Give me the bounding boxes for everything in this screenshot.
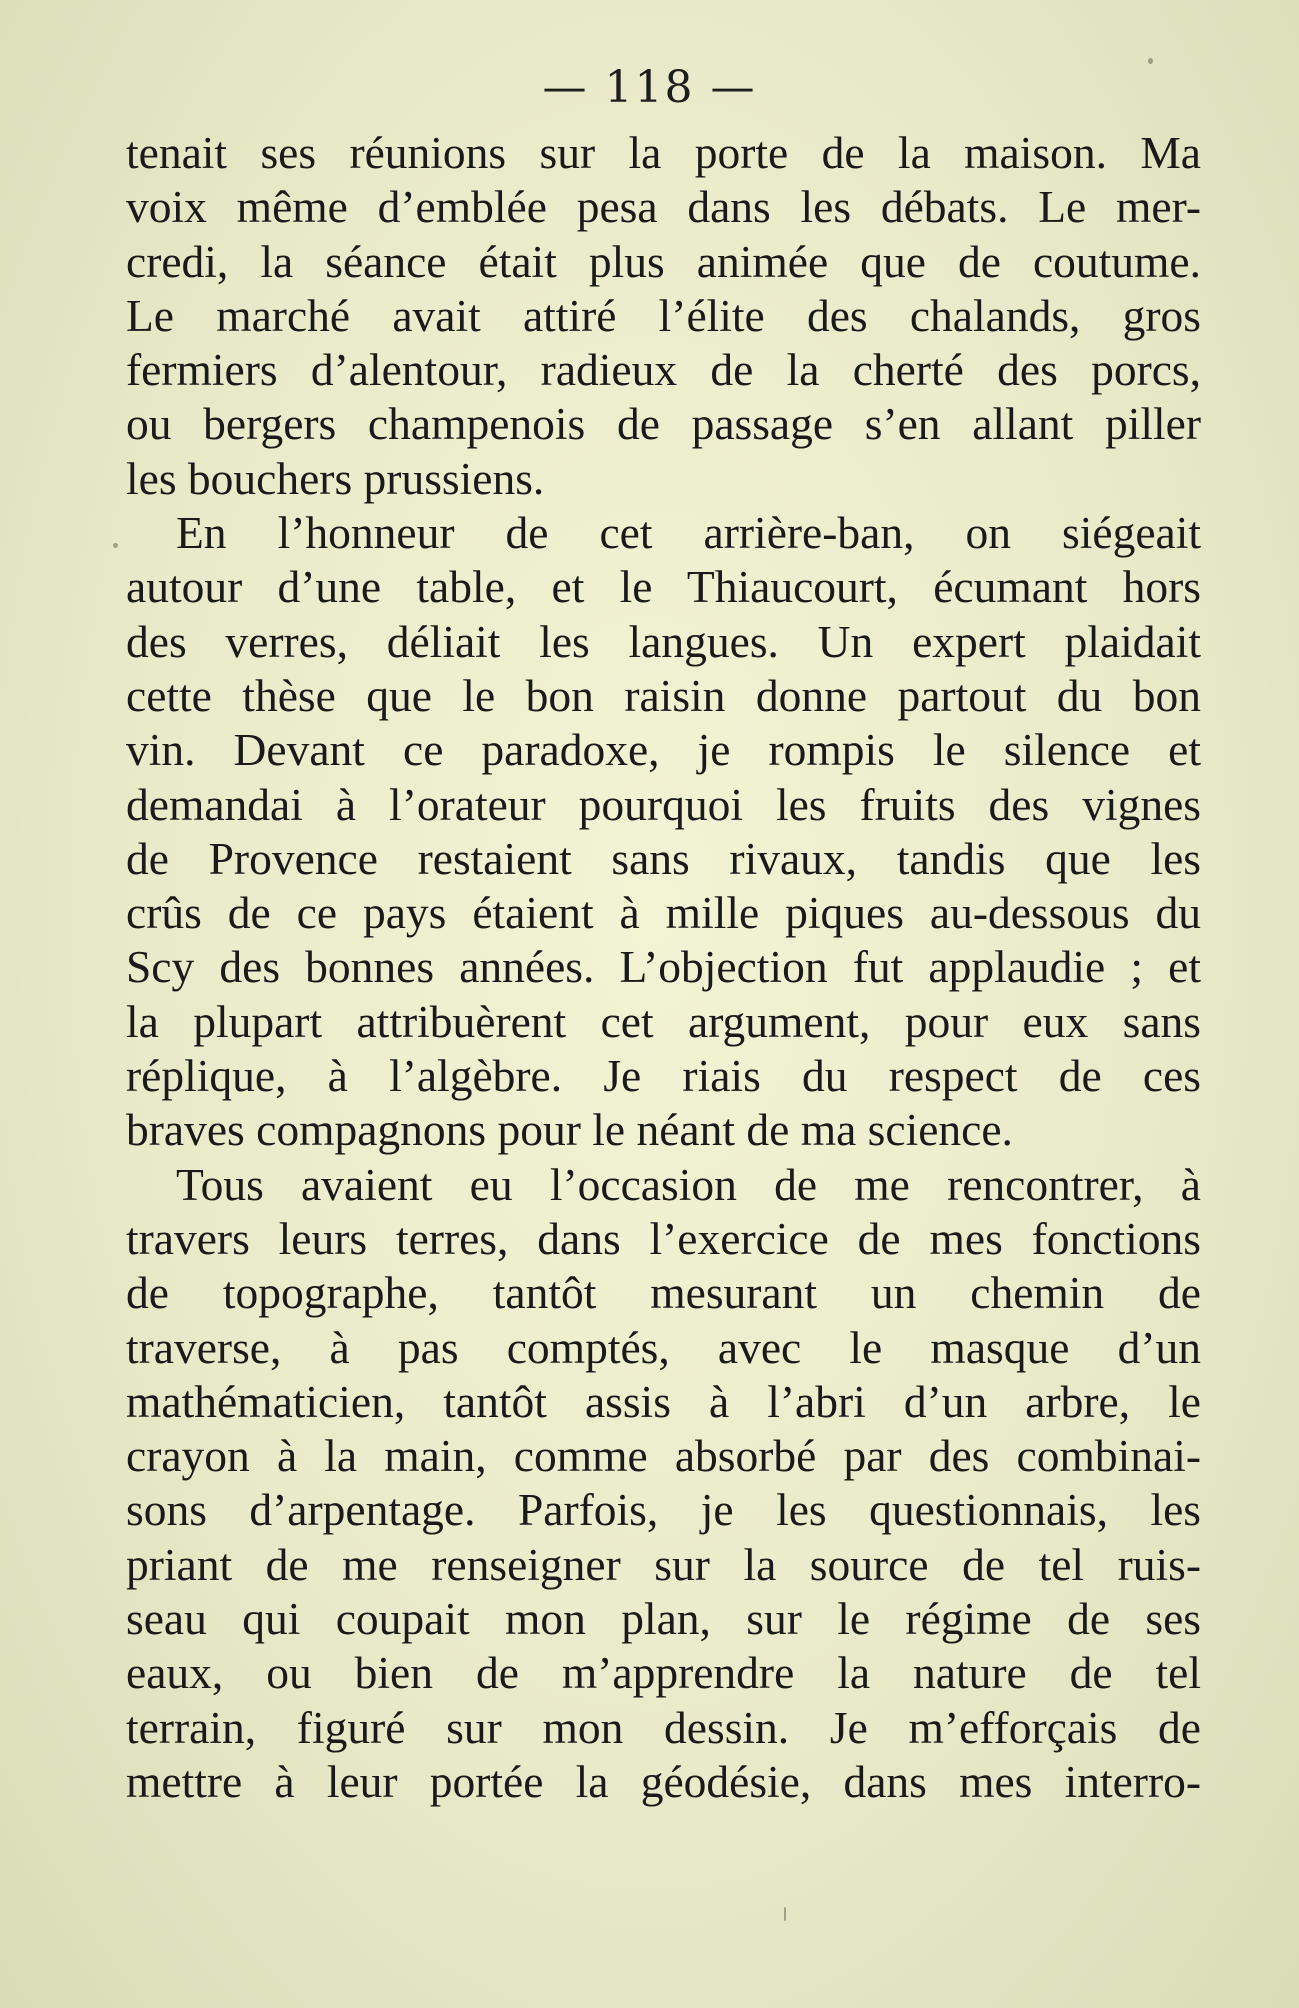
text-line: crayon à la main, comme absorbé par des combinai- bbox=[126, 1430, 1201, 1482]
text-line: eaux, ou bien de m’apprendre la nature de tel bbox=[126, 1647, 1201, 1699]
text-line: demandai à l’orateur pourquoi les fruits des vignes bbox=[126, 778, 1201, 830]
text-line: crûs de ce pays étaient à mille piques au-dessous du bbox=[126, 887, 1201, 939]
page-number: — 118 — bbox=[542, 62, 757, 113]
text-line: ou bergers champenois de passage s’en allant piller bbox=[126, 398, 1201, 450]
text-line: mettre à leur portée la géodésie, dans mes interro- bbox=[126, 1755, 1201, 1807]
text-line: braves compagnons pour le néant de ma science. bbox=[126, 1104, 1013, 1156]
text-line: vin. Devant ce paradoxe, je rompis le silence et bbox=[126, 724, 1201, 776]
text-line: des verres, déliait les langues. Un expert plaidait bbox=[126, 615, 1201, 667]
text-line: Le marché avait attiré l’élite des chalands, gros bbox=[126, 289, 1201, 341]
text-line: priant de me renseigner sur la source de tel ruis- bbox=[126, 1538, 1201, 1590]
text-line: credi, la séance était plus animée que de coutume. bbox=[126, 235, 1201, 287]
text-line: sons d’arpentage. Parfois, je les questionnais, les bbox=[126, 1484, 1201, 1536]
text-line: fermiers d’alentour, radieux de la cherté des porcs, bbox=[126, 344, 1201, 396]
paper-speck bbox=[113, 543, 118, 548]
text-line: cette thèse que le bon raisin donne partout du bon bbox=[126, 669, 1201, 721]
text-line: mathématicien, tantôt assis à l’abri d’un arbre, le bbox=[126, 1375, 1201, 1427]
paragraph-first-line: Tous avaient eu l’occasion de me rencontrer, à bbox=[176, 1158, 1201, 1210]
text-line: la plupart attribuèrent cet argument, pour eux sans bbox=[126, 995, 1201, 1047]
text-line: les bouchers prussiens. bbox=[126, 452, 545, 504]
text-line: terrain, figuré sur mon dessin. Je m’efforçais de bbox=[126, 1701, 1201, 1753]
text-line: autour d’une table, et le Thiaucourt, écumant hors bbox=[126, 561, 1201, 613]
text-line: Scy des bonnes années. L’objection fut applaudie ; et bbox=[126, 941, 1201, 993]
text-line: de topographe, tantôt mesurant un chemin de bbox=[126, 1267, 1201, 1319]
text-line: de Provence restaient sans rivaux, tandis que les bbox=[126, 832, 1201, 884]
text-line: voix même d’emblée pesa dans les débats. Le mer- bbox=[126, 181, 1201, 233]
paper-speck bbox=[784, 1907, 786, 1921]
text-line: réplique, à l’algèbre. Je riais du respect de ces bbox=[126, 1050, 1201, 1102]
paragraph-first-line: En l’honneur de cet arrière-ban, on siégeait bbox=[176, 507, 1201, 559]
text-line: traverse, à pas comptés, avec le masque d’un bbox=[126, 1321, 1201, 1373]
text-line: tenait ses réunions sur la porte de la maison. Ma bbox=[126, 127, 1201, 178]
text-line: travers leurs terres, dans l’exercice de mes fonctions bbox=[126, 1212, 1201, 1264]
paper-speck bbox=[1148, 58, 1153, 64]
body-text bbox=[126, 126, 1201, 1809]
text-line: seau qui coupait mon plan, sur le régime de ses bbox=[126, 1593, 1201, 1645]
